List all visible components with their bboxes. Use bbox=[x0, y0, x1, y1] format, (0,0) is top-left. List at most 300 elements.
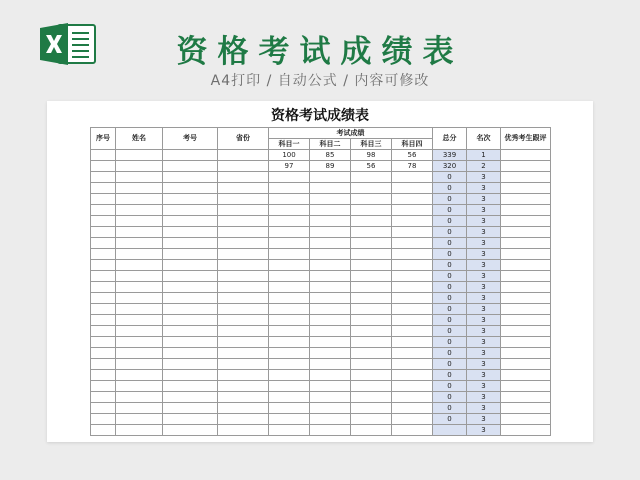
table-cell-s2[interactable] bbox=[310, 293, 351, 304]
table-cell-prov[interactable] bbox=[218, 161, 269, 172]
table-cell-s3[interactable] bbox=[351, 326, 392, 337]
table-cell-s3[interactable] bbox=[351, 337, 392, 348]
table-cell-s1[interactable] bbox=[269, 414, 310, 425]
table-cell-exam[interactable] bbox=[163, 293, 218, 304]
table-cell-seq[interactable] bbox=[91, 260, 116, 271]
table-cell-prov[interactable] bbox=[218, 359, 269, 370]
table-cell-excel[interactable] bbox=[501, 205, 551, 216]
table-cell-s3[interactable] bbox=[351, 425, 392, 436]
table-cell-rank[interactable]: 3 bbox=[467, 315, 501, 326]
table-cell-s4[interactable] bbox=[392, 370, 433, 381]
table-cell-prov[interactable] bbox=[218, 304, 269, 315]
table-row bbox=[91, 205, 551, 216]
table-cell-prov[interactable] bbox=[218, 392, 269, 403]
table-cell-rank[interactable]: 3 bbox=[467, 381, 501, 392]
table-cell-excel[interactable] bbox=[501, 348, 551, 359]
table-cell-excel[interactable] bbox=[501, 326, 551, 337]
table-cell-s3[interactable] bbox=[351, 315, 392, 326]
table-cell-s2[interactable] bbox=[310, 260, 351, 271]
table-cell-excel[interactable] bbox=[501, 315, 551, 326]
table-cell-s1[interactable] bbox=[269, 370, 310, 381]
table-cell-prov[interactable] bbox=[218, 238, 269, 249]
table-cell-name[interactable] bbox=[116, 227, 163, 238]
table-cell-exam[interactable] bbox=[163, 359, 218, 370]
table-cell-s4[interactable] bbox=[392, 425, 433, 436]
table-cell-prov[interactable] bbox=[218, 282, 269, 293]
table-cell-s2[interactable] bbox=[310, 227, 351, 238]
table-cell-exam[interactable] bbox=[163, 227, 218, 238]
table-cell-name[interactable] bbox=[116, 403, 163, 414]
table-cell-exam[interactable] bbox=[163, 370, 218, 381]
table-row bbox=[91, 370, 551, 381]
table-cell-s1[interactable] bbox=[269, 216, 310, 227]
table-cell-prov[interactable] bbox=[218, 403, 269, 414]
table-cell-seq[interactable] bbox=[91, 227, 116, 238]
table-cell-total[interactable]: 0 bbox=[433, 205, 467, 216]
table-cell-s2[interactable] bbox=[310, 425, 351, 436]
table-cell-rank[interactable]: 3 bbox=[467, 326, 501, 337]
table-cell-s2[interactable] bbox=[310, 205, 351, 216]
table-cell-seq[interactable] bbox=[91, 293, 116, 304]
table-cell-name[interactable] bbox=[116, 249, 163, 260]
table-cell-rank[interactable]: 3 bbox=[467, 249, 501, 260]
table-cell-name[interactable] bbox=[116, 370, 163, 381]
table-cell-name[interactable] bbox=[116, 414, 163, 425]
table-cell-s1[interactable] bbox=[269, 403, 310, 414]
table-cell-exam[interactable] bbox=[163, 271, 218, 282]
table-cell-s4[interactable] bbox=[392, 249, 433, 260]
table-cell-exam[interactable] bbox=[163, 381, 218, 392]
table-cell-rank[interactable]: 2 bbox=[467, 161, 501, 172]
table-cell-s4[interactable] bbox=[392, 205, 433, 216]
table-cell-rank[interactable]: 3 bbox=[467, 337, 501, 348]
table-cell-s1[interactable] bbox=[269, 227, 310, 238]
table-cell-total[interactable] bbox=[433, 425, 467, 436]
table-cell-excel[interactable] bbox=[501, 282, 551, 293]
table-cell-s1[interactable] bbox=[269, 172, 310, 183]
table-cell-s2[interactable] bbox=[310, 304, 351, 315]
table-cell-s4[interactable] bbox=[392, 238, 433, 249]
table-cell-prov[interactable] bbox=[218, 260, 269, 271]
table-cell-s1[interactable] bbox=[269, 425, 310, 436]
table-cell-excel[interactable] bbox=[501, 260, 551, 271]
table-cell-exam[interactable] bbox=[163, 238, 218, 249]
table-cell-seq[interactable] bbox=[91, 282, 116, 293]
table-cell-prov[interactable] bbox=[218, 381, 269, 392]
table-cell-seq[interactable] bbox=[91, 326, 116, 337]
table-cell-exam[interactable] bbox=[163, 216, 218, 227]
table-cell-seq[interactable] bbox=[91, 337, 116, 348]
table-cell-seq[interactable] bbox=[91, 238, 116, 249]
table-cell-s2[interactable] bbox=[310, 326, 351, 337]
table-cell-rank[interactable]: 3 bbox=[467, 183, 501, 194]
table-cell-s4[interactable] bbox=[392, 403, 433, 414]
table-cell-s2[interactable] bbox=[310, 348, 351, 359]
table-cell-name[interactable] bbox=[116, 172, 163, 183]
table-cell-s2[interactable] bbox=[310, 238, 351, 249]
table-cell-s3[interactable] bbox=[351, 271, 392, 282]
table-cell-s2[interactable] bbox=[310, 337, 351, 348]
table-cell-s1[interactable]: 97 bbox=[269, 161, 310, 172]
table-cell-s2[interactable] bbox=[310, 183, 351, 194]
table-cell-s3[interactable] bbox=[351, 282, 392, 293]
table-cell-s4[interactable] bbox=[392, 227, 433, 238]
table-cell-seq[interactable] bbox=[91, 194, 116, 205]
table-cell-exam[interactable] bbox=[163, 425, 218, 436]
table-cell-total[interactable]: 0 bbox=[433, 238, 467, 249]
table-cell-s2[interactable] bbox=[310, 249, 351, 260]
table-cell-s1[interactable] bbox=[269, 326, 310, 337]
table-cell-name[interactable] bbox=[116, 326, 163, 337]
table-cell-prov[interactable] bbox=[218, 271, 269, 282]
table-row bbox=[91, 249, 551, 260]
table-cell-total[interactable]: 320 bbox=[433, 161, 467, 172]
table-cell-seq[interactable] bbox=[91, 304, 116, 315]
table-cell-total[interactable]: 0 bbox=[433, 260, 467, 271]
table-cell-excel[interactable] bbox=[501, 403, 551, 414]
header-excellent: 优秀考生跟评 bbox=[501, 128, 551, 150]
table-cell-excel[interactable] bbox=[501, 238, 551, 249]
table-cell-prov[interactable] bbox=[218, 172, 269, 183]
table-cell-excel[interactable] bbox=[501, 293, 551, 304]
table-cell-prov[interactable] bbox=[218, 194, 269, 205]
table-cell-name[interactable] bbox=[116, 425, 163, 436]
table-cell-seq[interactable] bbox=[91, 414, 116, 425]
table-cell-s1[interactable] bbox=[269, 381, 310, 392]
table-cell-s2[interactable] bbox=[310, 359, 351, 370]
table-cell-excel[interactable] bbox=[501, 370, 551, 381]
header-rank: 名次 bbox=[467, 128, 501, 150]
table-cell-rank[interactable]: 3 bbox=[467, 304, 501, 315]
table-cell-s4[interactable] bbox=[392, 414, 433, 425]
table-cell-total[interactable]: 0 bbox=[433, 227, 467, 238]
table-row bbox=[91, 304, 551, 315]
table-cell-exam[interactable] bbox=[163, 348, 218, 359]
table-cell-excel[interactable] bbox=[501, 183, 551, 194]
table-cell-rank[interactable]: 3 bbox=[467, 414, 501, 425]
table-cell-prov[interactable] bbox=[218, 205, 269, 216]
table-cell-name[interactable] bbox=[116, 161, 163, 172]
table-cell-name[interactable] bbox=[116, 150, 163, 161]
table-cell-rank[interactable]: 3 bbox=[467, 293, 501, 304]
table-cell-total[interactable]: 0 bbox=[433, 216, 467, 227]
table-cell-s4[interactable] bbox=[392, 282, 433, 293]
table-cell-exam[interactable] bbox=[163, 161, 218, 172]
table-cell-prov[interactable] bbox=[218, 337, 269, 348]
table-cell-name[interactable] bbox=[116, 183, 163, 194]
table-cell-name[interactable] bbox=[116, 315, 163, 326]
table-cell-exam[interactable] bbox=[163, 172, 218, 183]
table-cell-name[interactable] bbox=[116, 348, 163, 359]
table-cell-exam[interactable] bbox=[163, 315, 218, 326]
table-cell-excel[interactable] bbox=[501, 304, 551, 315]
table-cell-s1[interactable] bbox=[269, 183, 310, 194]
table-cell-prov[interactable] bbox=[218, 370, 269, 381]
table-cell-s1[interactable] bbox=[269, 205, 310, 216]
table-cell-s4[interactable] bbox=[392, 216, 433, 227]
table-cell-excel[interactable] bbox=[501, 249, 551, 260]
table-cell-total[interactable]: 0 bbox=[433, 293, 467, 304]
table-cell-excel[interactable] bbox=[501, 271, 551, 282]
table-cell-total[interactable]: 0 bbox=[433, 392, 467, 403]
table-cell-name[interactable] bbox=[116, 304, 163, 315]
table-cell-rank[interactable]: 3 bbox=[467, 194, 501, 205]
table-cell-name[interactable] bbox=[116, 359, 163, 370]
table-cell-s4[interactable] bbox=[392, 194, 433, 205]
table-cell-seq[interactable] bbox=[91, 425, 116, 436]
table-cell-rank[interactable]: 3 bbox=[467, 392, 501, 403]
table-cell-total[interactable]: 0 bbox=[433, 337, 467, 348]
table-cell-s1[interactable] bbox=[269, 260, 310, 271]
table-cell-excel[interactable] bbox=[501, 227, 551, 238]
table-cell-name[interactable] bbox=[116, 293, 163, 304]
table-cell-seq[interactable] bbox=[91, 161, 116, 172]
table-cell-s3[interactable]: 98 bbox=[351, 150, 392, 161]
table-cell-s3[interactable] bbox=[351, 392, 392, 403]
table-cell-name[interactable] bbox=[116, 392, 163, 403]
table-cell-s1[interactable] bbox=[269, 337, 310, 348]
table-row bbox=[91, 282, 551, 293]
table-cell-total[interactable]: 339 bbox=[433, 150, 467, 161]
table-cell-total[interactable]: 0 bbox=[433, 359, 467, 370]
table-cell-name[interactable] bbox=[116, 194, 163, 205]
table-cell-s4[interactable] bbox=[392, 293, 433, 304]
table-cell-s1[interactable] bbox=[269, 271, 310, 282]
table-cell-exam[interactable] bbox=[163, 205, 218, 216]
table-row bbox=[91, 227, 551, 238]
table-cell-s2[interactable] bbox=[310, 315, 351, 326]
table-cell-exam[interactable] bbox=[163, 150, 218, 161]
table-cell-s4[interactable] bbox=[392, 326, 433, 337]
table-cell-s4[interactable] bbox=[392, 304, 433, 315]
table-cell-s2[interactable]: 89 bbox=[310, 161, 351, 172]
table-cell-s2[interactable] bbox=[310, 392, 351, 403]
score-table bbox=[90, 127, 551, 436]
table-cell-exam[interactable] bbox=[163, 414, 218, 425]
table-cell-rank[interactable]: 3 bbox=[467, 425, 501, 436]
table-cell-s3[interactable] bbox=[351, 227, 392, 238]
table-cell-s2[interactable] bbox=[310, 403, 351, 414]
table-cell-s3[interactable] bbox=[351, 304, 392, 315]
table-cell-excel[interactable] bbox=[501, 216, 551, 227]
table-cell-s3[interactable] bbox=[351, 403, 392, 414]
table-cell-exam[interactable] bbox=[163, 392, 218, 403]
table-cell-rank[interactable]: 3 bbox=[467, 348, 501, 359]
table-cell-seq[interactable] bbox=[91, 172, 116, 183]
table-cell-total[interactable]: 0 bbox=[433, 326, 467, 337]
table-cell-s4[interactable] bbox=[392, 183, 433, 194]
table-cell-s3[interactable] bbox=[351, 194, 392, 205]
table-cell-s3[interactable] bbox=[351, 381, 392, 392]
table-cell-total[interactable]: 0 bbox=[433, 282, 467, 293]
table-cell-excel[interactable] bbox=[501, 150, 551, 161]
table-cell-s2[interactable] bbox=[310, 271, 351, 282]
table-cell-name[interactable] bbox=[116, 282, 163, 293]
table-cell-s4[interactable] bbox=[392, 271, 433, 282]
table-cell-s2[interactable] bbox=[310, 194, 351, 205]
table-cell-s3[interactable] bbox=[351, 172, 392, 183]
table-cell-s3[interactable] bbox=[351, 260, 392, 271]
table-cell-total[interactable]: 0 bbox=[433, 370, 467, 381]
table-cell-excel[interactable] bbox=[501, 359, 551, 370]
table-cell-s1[interactable] bbox=[269, 359, 310, 370]
table-cell-rank[interactable]: 3 bbox=[467, 227, 501, 238]
table-cell-s3[interactable] bbox=[351, 216, 392, 227]
table-cell-total[interactable]: 0 bbox=[433, 414, 467, 425]
table-cell-seq[interactable] bbox=[91, 249, 116, 260]
table-cell-total[interactable]: 0 bbox=[433, 172, 467, 183]
table-cell-total[interactable]: 0 bbox=[433, 183, 467, 194]
table-cell-s3[interactable] bbox=[351, 293, 392, 304]
table-cell-s3[interactable] bbox=[351, 183, 392, 194]
table-cell-exam[interactable] bbox=[163, 282, 218, 293]
table-cell-name[interactable] bbox=[116, 216, 163, 227]
table-cell-prov[interactable] bbox=[218, 216, 269, 227]
table-cell-s1[interactable] bbox=[269, 194, 310, 205]
table-cell-s3[interactable] bbox=[351, 238, 392, 249]
table-cell-rank[interactable]: 3 bbox=[467, 403, 501, 414]
table-row bbox=[91, 150, 551, 161]
table-cell-total[interactable]: 0 bbox=[433, 315, 467, 326]
table-cell-s3[interactable] bbox=[351, 249, 392, 260]
table-cell-s2[interactable]: 85 bbox=[310, 150, 351, 161]
table-cell-rank[interactable]: 3 bbox=[467, 271, 501, 282]
table-cell-s4[interactable] bbox=[392, 392, 433, 403]
table-cell-exam[interactable] bbox=[163, 304, 218, 315]
table-cell-rank[interactable]: 3 bbox=[467, 216, 501, 227]
table-cell-excel[interactable] bbox=[501, 392, 551, 403]
table-cell-total[interactable]: 0 bbox=[433, 271, 467, 282]
table-cell-prov[interactable] bbox=[218, 249, 269, 260]
table-cell-prov[interactable] bbox=[218, 293, 269, 304]
header-subject-2: 科目二 bbox=[310, 139, 351, 150]
table-cell-seq[interactable] bbox=[91, 271, 116, 282]
table-cell-rank[interactable]: 3 bbox=[467, 172, 501, 183]
table-cell-prov[interactable] bbox=[218, 315, 269, 326]
table-cell-rank[interactable]: 3 bbox=[467, 370, 501, 381]
table-cell-rank[interactable]: 3 bbox=[467, 238, 501, 249]
table-cell-seq[interactable] bbox=[91, 359, 116, 370]
table-cell-prov[interactable] bbox=[218, 348, 269, 359]
table-cell-s1[interactable] bbox=[269, 315, 310, 326]
table-cell-seq[interactable] bbox=[91, 150, 116, 161]
table-cell-seq[interactable] bbox=[91, 315, 116, 326]
header-seq: 序号 bbox=[91, 128, 116, 150]
table-cell-seq[interactable] bbox=[91, 348, 116, 359]
table-cell-s4[interactable] bbox=[392, 172, 433, 183]
table-cell-s2[interactable] bbox=[310, 381, 351, 392]
table-cell-rank[interactable]: 3 bbox=[467, 359, 501, 370]
table-cell-s1[interactable] bbox=[269, 392, 310, 403]
table-cell-seq[interactable] bbox=[91, 183, 116, 194]
table-cell-exam[interactable] bbox=[163, 249, 218, 260]
table-cell-s1[interactable]: 100 bbox=[269, 150, 310, 161]
table-cell-s4[interactable] bbox=[392, 348, 433, 359]
table-cell-rank[interactable]: 1 bbox=[467, 150, 501, 161]
table-cell-exam[interactable] bbox=[163, 194, 218, 205]
table-cell-excel[interactable] bbox=[501, 194, 551, 205]
table-cell-rank[interactable]: 3 bbox=[467, 260, 501, 271]
table-cell-s4[interactable] bbox=[392, 337, 433, 348]
table-cell-total[interactable]: 0 bbox=[433, 403, 467, 414]
table-cell-seq[interactable] bbox=[91, 392, 116, 403]
table-cell-s1[interactable] bbox=[269, 293, 310, 304]
table-cell-exam[interactable] bbox=[163, 260, 218, 271]
header-scores-group: 考试成绩 bbox=[269, 128, 433, 139]
table-cell-s3[interactable] bbox=[351, 414, 392, 425]
table-cell-seq[interactable] bbox=[91, 370, 116, 381]
table-cell-total[interactable]: 0 bbox=[433, 249, 467, 260]
table-cell-excel[interactable] bbox=[501, 381, 551, 392]
table-cell-prov[interactable] bbox=[218, 150, 269, 161]
table-cell-s3[interactable]: 56 bbox=[351, 161, 392, 172]
table-cell-s4[interactable] bbox=[392, 381, 433, 392]
table-cell-s4[interactable] bbox=[392, 260, 433, 271]
table-cell-s3[interactable] bbox=[351, 359, 392, 370]
table-cell-s4[interactable] bbox=[392, 315, 433, 326]
table-row bbox=[91, 238, 551, 249]
table-cell-s3[interactable] bbox=[351, 205, 392, 216]
table-cell-prov[interactable] bbox=[218, 183, 269, 194]
table-cell-s2[interactable] bbox=[310, 216, 351, 227]
table-cell-total[interactable]: 0 bbox=[433, 348, 467, 359]
table-cell-total[interactable]: 0 bbox=[433, 304, 467, 315]
table-cell-name[interactable] bbox=[116, 238, 163, 249]
table-cell-excel[interactable] bbox=[501, 414, 551, 425]
table-cell-rank[interactable]: 3 bbox=[467, 205, 501, 216]
table-cell-s2[interactable] bbox=[310, 370, 351, 381]
table-cell-exam[interactable] bbox=[163, 326, 218, 337]
table-cell-s4[interactable]: 78 bbox=[392, 161, 433, 172]
table-cell-prov[interactable] bbox=[218, 227, 269, 238]
table-cell-s2[interactable] bbox=[310, 172, 351, 183]
table-cell-s1[interactable] bbox=[269, 249, 310, 260]
table-cell-total[interactable]: 0 bbox=[433, 381, 467, 392]
table-cell-rank[interactable]: 3 bbox=[467, 282, 501, 293]
table-cell-excel[interactable] bbox=[501, 161, 551, 172]
table-cell-s1[interactable] bbox=[269, 304, 310, 315]
table-cell-excel[interactable] bbox=[501, 337, 551, 348]
table-cell-s3[interactable] bbox=[351, 370, 392, 381]
table-cell-seq[interactable] bbox=[91, 205, 116, 216]
table-cell-s3[interactable] bbox=[351, 348, 392, 359]
table-cell-exam[interactable] bbox=[163, 403, 218, 414]
table-cell-total[interactable]: 0 bbox=[433, 194, 467, 205]
table-cell-seq[interactable] bbox=[91, 381, 116, 392]
table-cell-s2[interactable] bbox=[310, 414, 351, 425]
table-cell-s4[interactable] bbox=[392, 359, 433, 370]
table-cell-prov[interactable] bbox=[218, 414, 269, 425]
table-cell-excel[interactable] bbox=[501, 425, 551, 436]
table-cell-name[interactable] bbox=[116, 205, 163, 216]
table-cell-excel[interactable] bbox=[501, 172, 551, 183]
table-cell-seq[interactable] bbox=[91, 216, 116, 227]
table-cell-s2[interactable] bbox=[310, 282, 351, 293]
table-cell-name[interactable] bbox=[116, 260, 163, 271]
table-cell-name[interactable] bbox=[116, 381, 163, 392]
table-cell-name[interactable] bbox=[116, 271, 163, 282]
table-cell-seq[interactable] bbox=[91, 403, 116, 414]
table-cell-prov[interactable] bbox=[218, 425, 269, 436]
table-cell-s4[interactable]: 56 bbox=[392, 150, 433, 161]
table-cell-exam[interactable] bbox=[163, 337, 218, 348]
table-cell-s1[interactable] bbox=[269, 348, 310, 359]
table-cell-name[interactable] bbox=[116, 337, 163, 348]
table-cell-exam[interactable] bbox=[163, 183, 218, 194]
table-cell-s1[interactable] bbox=[269, 238, 310, 249]
table-cell-s1[interactable] bbox=[269, 282, 310, 293]
table-cell-prov[interactable] bbox=[218, 326, 269, 337]
